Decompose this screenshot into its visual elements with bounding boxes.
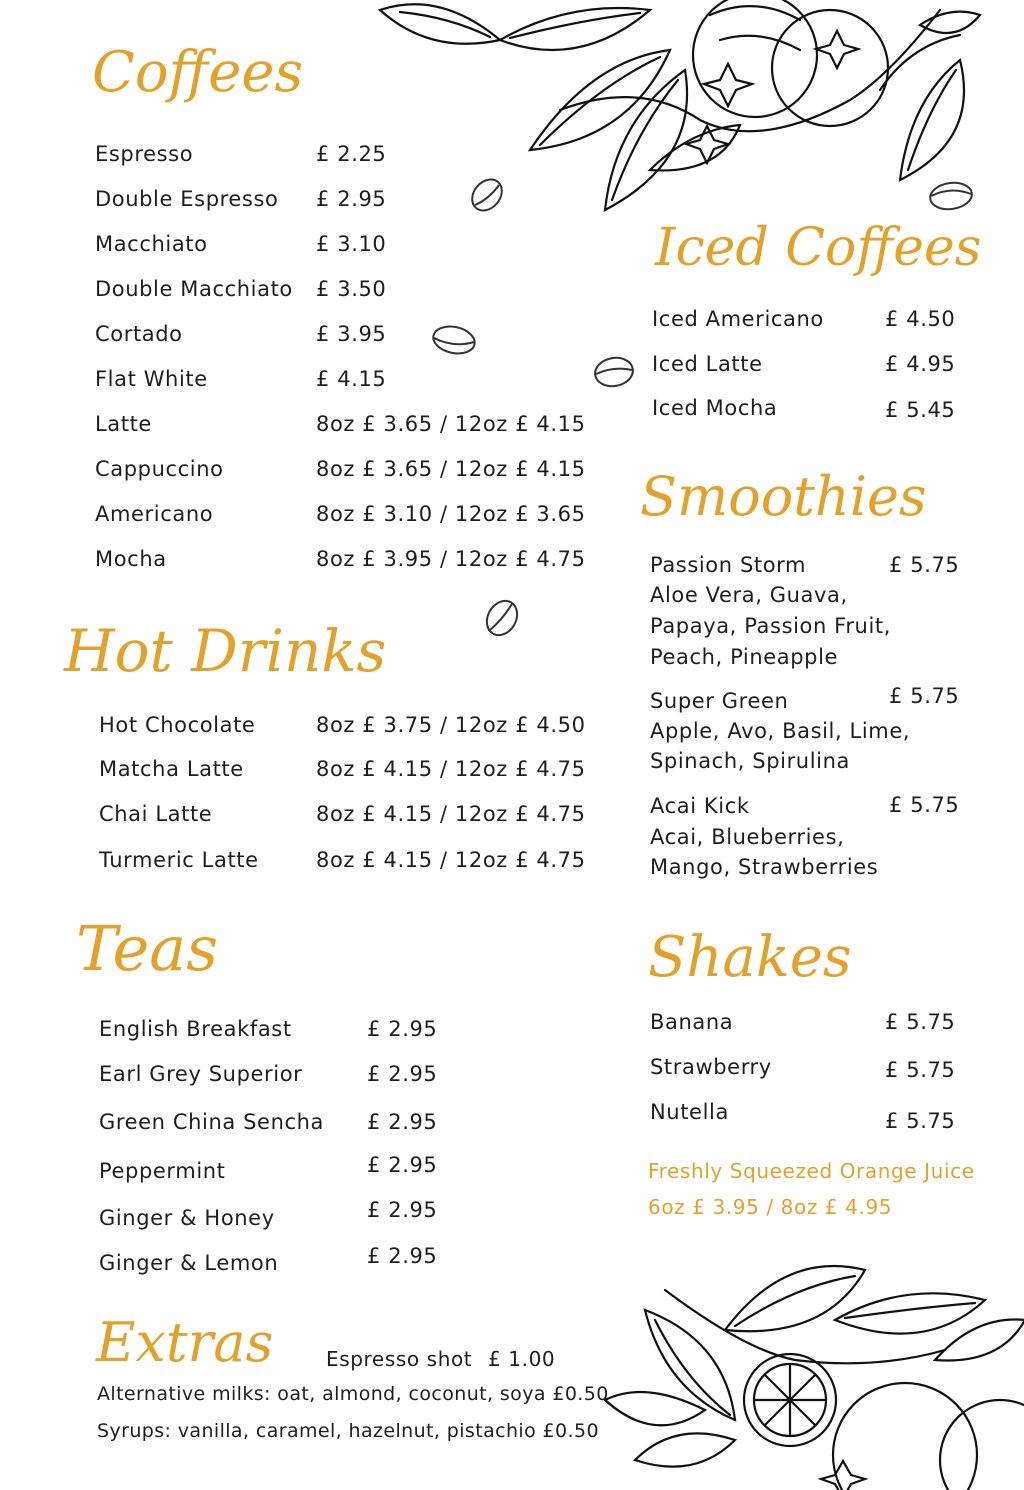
smoothie-ingredients: Aloe Vera, Guava, [650, 583, 848, 607]
citrus-branch-illustration-bottom [605, 1250, 1024, 1490]
menu-item-price: £ 2.95 [367, 1062, 438, 1086]
menu-item-price: 8oz £ 3.10 / 12oz £ 3.65 [316, 502, 586, 526]
coffee-bean-icon [927, 178, 975, 214]
menu-item-name: Earl Grey Superior [99, 1062, 303, 1086]
menu-item-name: Ginger & Lemon [99, 1251, 279, 1275]
iced-coffees-heading: Iced Coffees [655, 218, 982, 278]
smoothie-ingredients: Mango, Strawberries [650, 855, 879, 879]
menu-item-price: 8oz £ 4.15 / 12oz £ 4.75 [316, 848, 586, 872]
smoothie-ingredients: Peach, Pineapple [650, 645, 839, 669]
smoothies-heading: Smoothies [640, 465, 927, 528]
menu-item-name: Cortado [95, 322, 183, 346]
menu-item-name: Flat White [95, 367, 208, 391]
smoothie-name: Passion Storm [650, 553, 807, 577]
extras-espresso-shot: Espresso shot [326, 1347, 473, 1371]
shakes-heading: Shakes [648, 925, 852, 990]
menu-item-name: Ginger & Honey [99, 1206, 275, 1230]
menu-item-price: £ 2.25 [316, 142, 387, 166]
smoothie-ingredients: Acai, Blueberries, [650, 825, 845, 849]
smoothie-ingredients: Papaya, Passion Fruit, [650, 614, 892, 638]
menu-item-name: Macchiato [95, 232, 208, 256]
menu-item-name: Iced Americano [652, 307, 824, 331]
menu-item-name: Cappuccino [95, 457, 224, 481]
hot-drinks-heading: Hot Drinks [64, 617, 387, 685]
teas-heading: Teas [76, 912, 219, 985]
menu-item-name: Espresso [95, 142, 194, 166]
menu-item-name: Double Macchiato [95, 277, 293, 301]
coffee-bean-icon [430, 322, 478, 358]
menu-item-price: £ 3.95 [316, 322, 387, 346]
coffee-bean-icon [480, 596, 524, 640]
orange-juice-price: 6oz £ 3.95 / 8oz £ 4.95 [648, 1195, 893, 1219]
menu-item-price: 8oz £ 3.65 / 12oz £ 4.15 [316, 457, 586, 481]
menu-item-name: Strawberry [650, 1055, 772, 1079]
extras-alternative-milks: Alternative milks: oat, almond, coconut, soya £0.50 [97, 1383, 609, 1405]
menu-item-price: £ 5.75 [885, 1109, 956, 1133]
menu-item-name: English Breakfast [99, 1017, 292, 1041]
extras-espresso-shot-price: £ 1.00 [488, 1347, 556, 1371]
menu-item-price: £ 4.95 [885, 352, 956, 376]
menu-item-price: £ 2.95 [367, 1110, 438, 1134]
menu-item-name: Iced Mocha [652, 396, 778, 420]
menu-item-name: Latte [95, 412, 152, 436]
menu-item-price: £ 5.45 [885, 398, 956, 422]
extras-syrups: Syrups: vanilla, caramel, hazelnut, pistachio £0.50 [97, 1420, 599, 1442]
orange-juice-name: Freshly Squeezed Orange Juice [648, 1159, 975, 1183]
menu-item-price: £ 3.50 [316, 277, 387, 301]
menu-item-price: 8oz £ 4.15 / 12oz £ 4.75 [316, 802, 586, 826]
coffees-heading: Coffees [92, 40, 304, 105]
menu-item-price: £ 2.95 [367, 1244, 438, 1268]
smoothie-name: Acai Kick [650, 794, 750, 818]
menu-item-price: 8oz £ 3.75 / 12oz £ 4.50 [316, 713, 586, 737]
smoothie-name: Super Green [650, 689, 789, 713]
smoothie-price: £ 5.75 [889, 684, 960, 708]
menu-item-price: £ 2.95 [316, 187, 387, 211]
smoothie-price: £ 5.75 [889, 793, 960, 817]
menu-item-price: £ 3.10 [316, 232, 387, 256]
smoothie-price: £ 5.75 [889, 553, 960, 577]
menu-item-name: Double Espresso [95, 187, 279, 211]
menu-item-price: 8oz £ 3.95 / 12oz £ 4.75 [316, 547, 586, 571]
menu-item-price: 8oz £ 4.15 / 12oz £ 4.75 [316, 757, 586, 781]
menu-item-name: Nutella [650, 1100, 729, 1124]
coffee-bean-icon [467, 175, 507, 215]
menu-item-name: Americano [95, 502, 214, 526]
menu-item-name: Green China Sencha [99, 1110, 325, 1134]
menu-item-name: Peppermint [99, 1159, 226, 1183]
menu-item-name: Mocha [95, 547, 167, 571]
menu-item-name: Chai Latte [99, 802, 213, 826]
menu-item-name: Turmeric Latte [99, 848, 259, 872]
menu-item-price: £ 2.95 [367, 1198, 438, 1222]
menu-item-name: Matcha Latte [99, 757, 244, 781]
menu-item-name: Iced Latte [652, 352, 763, 376]
menu-item-price: £ 2.95 [367, 1017, 438, 1041]
menu-item-price: £ 4.15 [316, 367, 387, 391]
menu-item-price: 8oz £ 3.65 / 12oz £ 4.15 [316, 412, 586, 436]
menu-item-name: Banana [650, 1010, 734, 1034]
coffee-bean-icon [592, 352, 636, 392]
menu-item-price: £ 4.50 [885, 307, 956, 331]
menu-item-price: £ 5.75 [885, 1058, 956, 1082]
extras-heading: Extras [96, 1311, 274, 1374]
menu-item-price: £ 2.95 [367, 1153, 438, 1177]
menu-item-price: £ 5.75 [885, 1010, 956, 1034]
menu-item-name: Hot Chocolate [99, 713, 256, 737]
smoothie-ingredients: Apple, Avo, Basil, Lime, [650, 719, 911, 743]
smoothie-ingredients: Spinach, Spirulina [650, 749, 850, 773]
